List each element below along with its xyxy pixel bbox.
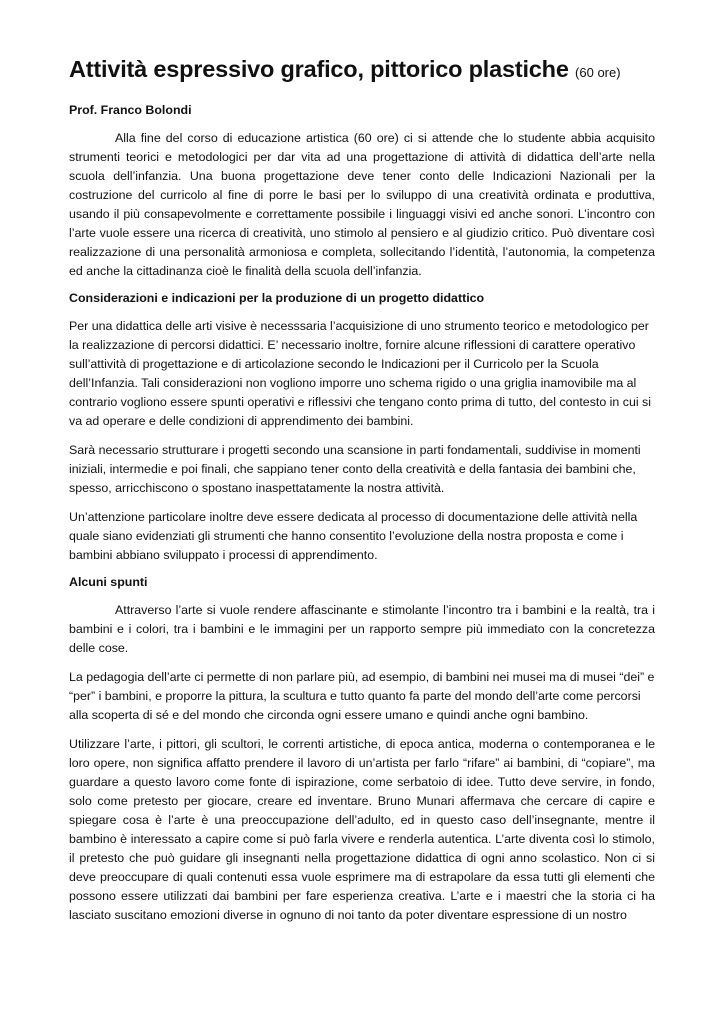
paragraph-pedagogia: La pedagogia dell’arte ci permette di non parlare più, ad esempio, di bambini nei musei ma di musei “dei” e “per” i bambini, e proporre la pittura, la scultura e tutto quanto fa parte del mondo dell’arte come percorsi alla scoperta di sé e del mondo che circonda ogni essere umano e quindi anche ogni bambino. — [69, 670, 655, 722]
section-heading-considerazioni: Considerazioni e indicazioni per la produzione di un progetto didattico — [69, 291, 485, 305]
author-line: Prof. Franco Bolondi — [69, 103, 192, 117]
paragraph-documentazione: Un’attenzione particolare inoltre deve essere dedicata al processo di documentazione delle attività nella quale siano evidenziati gli strumenti che hanno consentito l’evoluzione della nostra proposta e come i bambini abbiano sviluppato i processi di apprendimento. — [69, 510, 638, 562]
paragraph-progetti: Sarà necessario strutturare i progetti secondo una scansione in parti fondamentali, suddivise in momenti iniziali, intermedie e poi finali, che sappiano tener conto della creatività e della fantasia dei bambini che, spesso, arricchiscono o spostano inaspettatamente la nostra attività. — [69, 443, 641, 495]
paragraph-utilizzare-arte: Utilizzare l’arte, i pittori, gli scultori, le correnti artistiche, di epoca antica, moderna o contemporanea e le loro opere, non significa affatto prendere il lavoro di un’artista per farlo “rifare” ai bambini, di “copiare”, ma guardare a questo lavoro come fonte di ispirazione, come serbatoio di idee. Tutto deve servire, in fondo, solo come pretesto per giocare, creare ed inventare. Bruno Munari affermava che cercare di capire e spiegare cosa è l’arte è una preoccupazione dell’adulto, ed in questo caso dell’insegnante, mentre il bambino è interessato a capire come si può farla vivere e renderla autentica. L’arte diventa così lo stimolo, il pretesto che può guidare gli insegnanti nella progettazione didattica di ogni anno scolastico. Non ci si deve preoccupare di quali contenuti essa vuole esprimere ma di estrapolare da essa tutti gli elementi che possono essere utilizzati dai bambini per fare esperienza creativa. L’arte e i maestri che la storia ci ha lasciato suscitano emozioni diverse in ognuno di noi tanto da poter diventare espressione di un nostro — [69, 737, 655, 922]
title-hours: (60 ore) — [575, 65, 621, 80]
paragraph-didattica: Per una didattica delle arti visive è necesssaria l’acquisizione di uno strumento teorico e metodologico per la realizzazione di percorsi didattici. E’ necessario inoltre, fornire alcune riflessioni di carattere operativo sull’attività di progettazione e di articolazione secondo le Indicazioni per il Curricolo per la Scuola dell’Infanzia. Tali considerazioni non vogliono imporre uno schema rigido o una griglia inamovibile ma al contrario vogliono essere spunti operativi e riflessivi che tengano conto prima di tutto, del contesto in cui si va ad operare e delle condizioni di apprendimento dei bambini. — [69, 319, 651, 428]
section-heading-spunti: Alcuni spunti — [69, 575, 148, 589]
page-title — [69, 56, 655, 83]
intro-paragraph: Alla fine del corso di educazione artistica (60 ore) ci si attende che lo studente abbia acquisito strumenti teorici e metodologici per dar vita ad una progettazione di attività di didattica dell’arte nella scuola dell’infanzia. Una buona progettazione deve tener conto delle Indicazioni Nazionali per la costruzione del curricolo al fine di porre le basi per lo sviluppo di una creatività ordinata e produttiva, usando il più consapevolmente e correttamente possibile i linguaggi visivi ed anche sonori. L’incontro con l’arte vuole essere una ricerca di creatività, uno stimolo al pensiero e al giudizio critico. Può diventare così realizzazione di una personalità armoniosa e completa, sollecitando l’identità, l’autonomia, la competenza ed anche la cittadinanza cioè le finalità della scuola dell’infanzia. — [69, 131, 655, 278]
title-text: Attività espressivo grafico, pittorico plastiche — [69, 56, 569, 82]
paragraph-arte-incontro: Attraverso l’arte si vuole rendere affascinante e stimolante l’incontro tra i bambini e la realtà, tra i bambini e i colori, tra i bambini e le immagini per un rapporto sempre più immediato con la concretezza delle cose. — [69, 603, 655, 655]
